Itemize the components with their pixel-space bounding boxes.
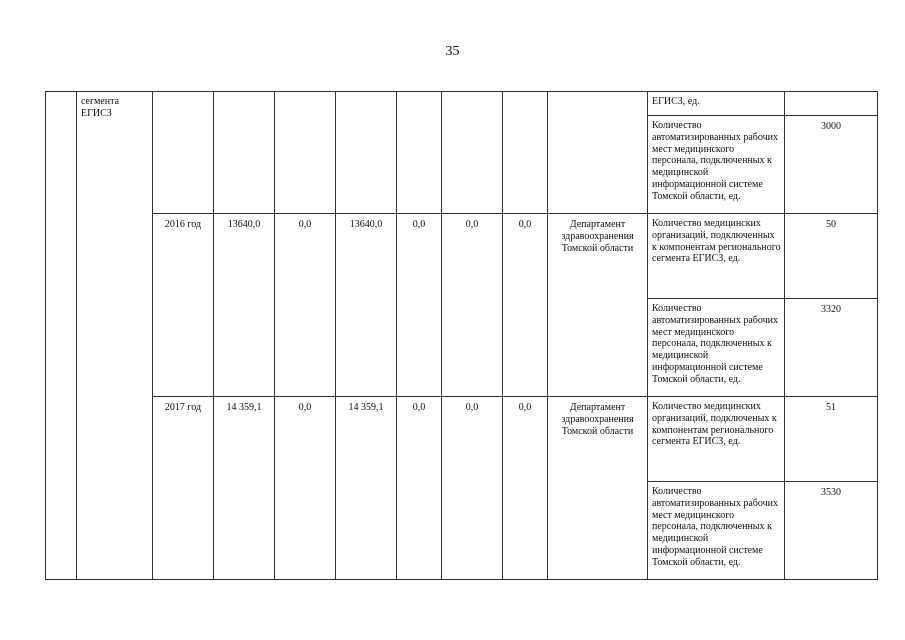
amount-cell: 0,0 xyxy=(397,214,442,397)
program-table xyxy=(45,91,878,580)
value-cell: 3000 xyxy=(785,116,878,214)
empty-cell xyxy=(275,92,336,214)
amount-cell: 0,0 xyxy=(503,214,548,397)
table-row xyxy=(46,214,878,299)
total-cell: 14 359,1 xyxy=(214,397,275,580)
table-row xyxy=(46,92,878,116)
amount-cell: 0,0 xyxy=(442,397,503,580)
empty-cell xyxy=(336,92,397,214)
department-cell: Департамент здравоохранения Томской области xyxy=(548,214,648,397)
empty-cell xyxy=(503,92,548,214)
year-cell: 2016 год xyxy=(153,214,214,397)
empty-cell xyxy=(153,92,214,214)
value-cell: 3530 xyxy=(785,482,878,580)
empty-cell xyxy=(214,92,275,214)
indicator-cell: Количество автоматизированных рабочих мест медицинского персонала, подключенных к медицинской информационной системе Томской области, ед. xyxy=(648,116,785,214)
indicator-cell: ЕГИСЗ, ед. xyxy=(648,92,785,116)
indicator-cell: Количество медицинских организаций, подключенных к компонентам регионального сегмента ЕГИСЗ, ед. xyxy=(648,214,785,299)
index-cell xyxy=(46,92,77,580)
indicator-cell: Количество медицинских организаций, подключеных к компонентам регионального сегмента ЕГИСЗ, ед. xyxy=(648,397,785,482)
value-cell xyxy=(785,92,878,116)
empty-cell xyxy=(548,92,648,214)
amount-cell: 0,0 xyxy=(442,214,503,397)
empty-cell xyxy=(442,92,503,214)
value-cell: 3320 xyxy=(785,299,878,397)
indicator-cell: Количество автоматизированных рабочих мест медицинского персонала, подключенных к медицинской информационной системе Томской области, ед. xyxy=(648,482,785,580)
value-cell: 50 xyxy=(785,214,878,299)
table-row xyxy=(46,397,878,482)
year-cell: 2017 год xyxy=(153,397,214,580)
name-cell: сегмента ЕГИСЗ xyxy=(77,92,153,580)
indicator-cell: Количество автоматизированных рабочих мест медицинского персонала, подключенных к медицинской информационной системе Томской области, ед. xyxy=(648,299,785,397)
amount-cell: 0,0 xyxy=(275,214,336,397)
amount-cell: 0,0 xyxy=(275,397,336,580)
value-cell: 51 xyxy=(785,397,878,482)
empty-cell xyxy=(397,92,442,214)
total-cell: 13640,0 xyxy=(214,214,275,397)
amount-cell: 0,0 xyxy=(397,397,442,580)
amount-cell: 0,0 xyxy=(503,397,548,580)
department-cell: Департамент здравоохранения Томской области xyxy=(548,397,648,580)
amount-cell: 14 359,1 xyxy=(336,397,397,580)
page-number: 35 xyxy=(445,44,460,59)
amount-cell: 13640,0 xyxy=(336,214,397,397)
